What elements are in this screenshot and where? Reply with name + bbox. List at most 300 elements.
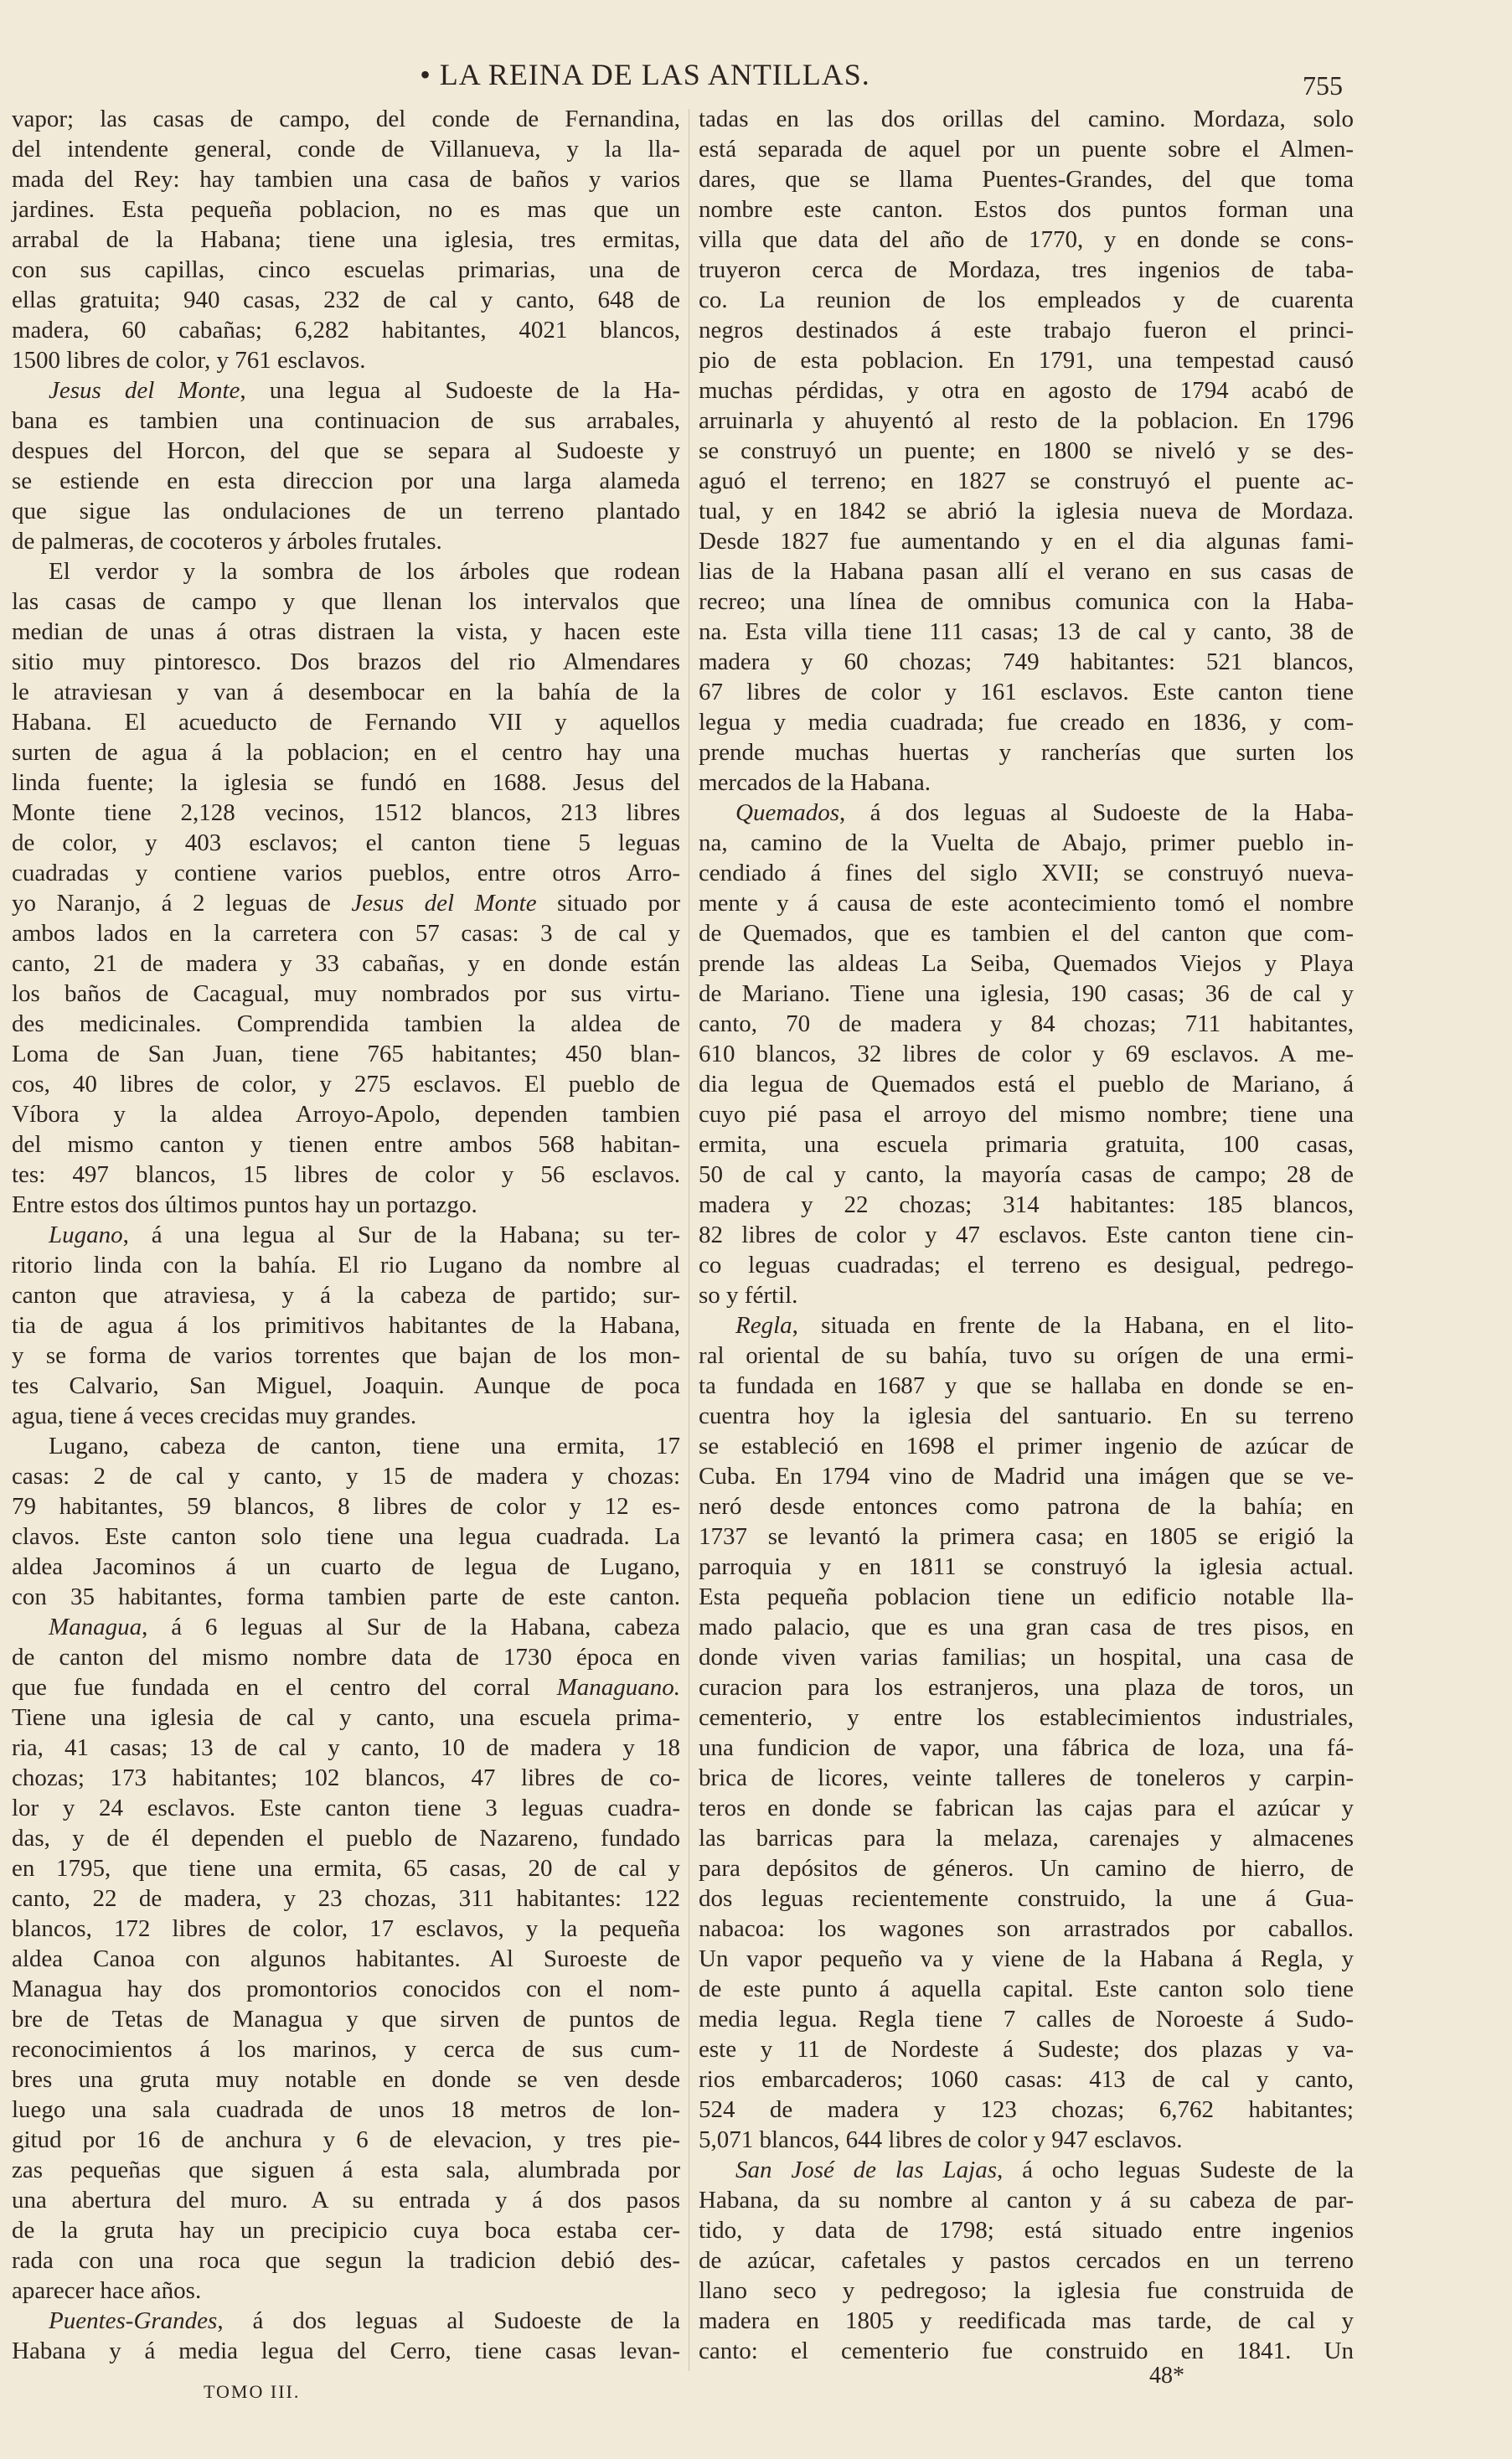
text-segment: y se forma de varios torrentes que bajan de los mon- <box>12 1342 680 1369</box>
text-line <box>699 1763 1354 1793</box>
text-segment: del mismo canton y tienen entre ambos 568 habitan- <box>12 1131 680 1158</box>
text-line <box>699 2004 1354 2034</box>
text-segment: , á una legua al Sur de la Habana; su ter- <box>122 1222 680 1248</box>
text-segment: Habana. El acueducto de Fernando VII y aquellos <box>12 709 680 736</box>
text-segment: del intendente general, conde de Villanueva, y la lla- <box>12 136 680 163</box>
text-segment: mado palacio, que es una gran casa de tres pisos, en <box>699 1614 1354 1640</box>
text-line <box>699 1431 1354 1461</box>
text-segment: curacion para los estranjeros, una plaza de toros, un <box>699 1674 1354 1701</box>
text-line <box>699 1491 1354 1521</box>
text-line <box>12 1491 680 1521</box>
text-line <box>12 1431 680 1461</box>
text-line <box>699 556 1354 586</box>
text-segment: madera y 22 chozas; 314 habitantes: 185 blancos, <box>699 1191 1354 1218</box>
text-segment: 79 habitantes, 59 blancos, 8 libres de color y 12 es- <box>12 1493 680 1520</box>
italic-place-name: Regla <box>735 1312 792 1339</box>
text-line <box>12 1974 680 2004</box>
text-line <box>12 285 680 315</box>
text-line <box>699 1823 1354 1853</box>
text-line <box>699 1733 1354 1763</box>
text-line <box>12 586 680 617</box>
text-line <box>699 1280 1354 1310</box>
text-line <box>12 1160 680 1190</box>
right-text-column <box>699 104 1354 2366</box>
text-line <box>12 1099 680 1129</box>
text-segment: Tiene una iglesia de cal y canto, una escuela prima- <box>12 1704 680 1731</box>
text-segment: 524 de madera y 123 chozas; 6,762 habitantes; <box>699 2096 1354 2123</box>
text-segment: tual, y en 1842 se abrió la iglesia nueva de Mordaza. <box>699 498 1354 524</box>
text-line <box>699 2155 1354 2185</box>
text-segment: tes: 497 blancos, 15 libres de color y 56 esclavos. <box>12 1161 680 1188</box>
text-line <box>699 134 1354 164</box>
text-segment: dia legua de Quemados está el pueblo de Mariano, á <box>699 1071 1354 1098</box>
text-segment: na. Esta villa tiene 111 casas; 13 de cal y canto, 38 de <box>699 618 1354 645</box>
text-segment: lor y 24 esclavos. Este canton tiene 3 leguas cuadra- <box>12 1795 680 1821</box>
text-segment: aldea Canoa con algunos habitantes. Al Suroeste de <box>12 1945 680 1972</box>
text-line <box>12 2245 680 2276</box>
text-segment: ambos lados en la carretera con 57 casas: 3 de cal y <box>12 920 680 947</box>
text-segment: está separada de aquel por un puente sobre el Almen- <box>699 136 1354 163</box>
text-segment: blancos, 172 libres de color, 17 esclavos, y la pequeña <box>12 1915 680 1942</box>
text-segment: arrabal de la Habana; tiene una iglesia, tres ermitas, <box>12 226 680 253</box>
text-line <box>699 707 1354 737</box>
text-segment: 610 blancos, 32 libres de color y 69 esclavos. A me- <box>699 1041 1354 1067</box>
text-line <box>12 1853 680 1883</box>
text-line <box>12 1310 680 1341</box>
text-segment: que sigue las ondulaciones de un terreno plantado <box>12 498 680 524</box>
text-line <box>699 918 1354 948</box>
text-line <box>12 255 680 285</box>
text-line <box>12 1220 680 1250</box>
text-segment: 67 libres de color y 161 esclavos. Este canton tiene <box>699 679 1354 705</box>
text-segment: rada con una roca que segun la tradicion debió des- <box>12 2247 680 2274</box>
text-line <box>699 194 1354 225</box>
text-line <box>12 798 680 828</box>
text-segment: , una legua al Sudoeste de la Ha- <box>240 377 680 404</box>
text-line <box>699 1190 1354 1220</box>
text-line <box>699 1552 1354 1582</box>
text-segment: ta fundada en 1687 y que se hallaba en donde se en- <box>699 1372 1354 1399</box>
text-line <box>12 436 680 466</box>
text-segment: casas: 2 de cal y canto, y 15 de madera y chozas: <box>12 1463 680 1490</box>
text-segment: , á dos leguas al Sudoeste de la Haba- <box>839 799 1354 826</box>
text-segment: cendiado á fines del siglo XVII; se construyó nueva- <box>699 860 1354 886</box>
text-segment: lias de la Habana pasan allí el verano en sus casas de <box>699 558 1354 585</box>
text-segment: 82 libres de color y 47 esclavos. Este canton tiene cin- <box>699 1222 1354 1248</box>
text-segment: brica de licores, veinte talleres de toneleros y carpin- <box>699 1764 1354 1791</box>
text-line <box>699 767 1354 798</box>
text-line <box>699 1250 1354 1280</box>
text-line <box>12 225 680 255</box>
text-line <box>12 737 680 767</box>
text-line <box>12 1461 680 1491</box>
text-line <box>12 888 680 918</box>
text-line <box>12 2336 680 2366</box>
text-segment: aldea Jacominos á un cuarto de legua de Lugano, <box>12 1553 680 1580</box>
text-segment: cementerio, y entre los establecimientos industriales, <box>699 1704 1354 1731</box>
text-segment: co. La reunion de los empleados y de cuarenta <box>699 287 1354 313</box>
text-segment: madera en 1805 y reedificada mas tarde, de cal y <box>699 2307 1354 2334</box>
text-line <box>12 556 680 586</box>
text-line <box>12 617 680 647</box>
text-segment: de Quemados, que es tambien el del canton que com- <box>699 920 1354 947</box>
text-segment: las barricas para la melaza, carenajes y almacenes <box>699 1825 1354 1852</box>
text-segment: sitio muy pintoresco. Dos brazos del rio Almendares <box>12 648 680 675</box>
text-segment: , situada en frente de la Habana, en el lito- <box>792 1312 1354 1339</box>
text-line <box>12 1129 680 1160</box>
text-line <box>12 948 680 979</box>
text-segment: jardines. Esta pequeña poblacion, no es mas que un <box>12 196 680 223</box>
text-line <box>699 979 1354 1009</box>
text-line <box>12 2306 680 2336</box>
text-line <box>12 1250 680 1280</box>
text-segment: zas pequeñas que siguen á esta sala, alumbrada por <box>12 2157 680 2183</box>
text-line <box>12 1371 680 1401</box>
text-segment: , á 6 leguas al Sur de la Habana, cabeza <box>142 1614 680 1640</box>
text-line <box>12 1672 680 1702</box>
text-segment: ral oriental de su bahía, tuvo su orígen de una ermi- <box>699 1342 1354 1369</box>
text-segment: canton que atraviesa, y á la cabeza de partido; sur- <box>12 1282 680 1309</box>
text-line <box>699 1371 1354 1401</box>
text-segment: surten de agua á la poblacion; en el centro hay una <box>12 739 680 766</box>
text-line <box>699 285 1354 315</box>
text-line <box>12 1552 680 1582</box>
text-line <box>699 2306 1354 2336</box>
text-segment: tes Calvario, San Miguel, Joaquin. Aunque de poca <box>12 1372 680 1399</box>
text-line <box>699 1883 1354 1914</box>
signature-mark: 48* <box>1149 2363 1184 2389</box>
text-segment: se construyó un puente; en 1800 se niveló y se des- <box>699 437 1354 464</box>
text-line <box>12 1702 680 1733</box>
text-line <box>699 1612 1354 1642</box>
italic-place-name: San José de las Lajas <box>735 2157 997 2183</box>
text-line <box>699 2185 1354 2215</box>
text-line <box>12 134 680 164</box>
text-segment: , á dos leguas al Sudoeste de la <box>217 2307 680 2334</box>
text-line <box>699 2095 1354 2125</box>
text-segment: canto, 22 de madera, y 23 chozas, 311 habitantes: 122 <box>12 1885 680 1912</box>
text-segment: linda fuente; la iglesia se fundó en 1688. Jesus del <box>12 769 680 796</box>
text-segment: mente y á causa de este acontecimiento tomó el nombre <box>699 890 1354 917</box>
text-segment: das, y de él dependen el pueblo de Nazareno, fundado <box>12 1825 680 1852</box>
text-line <box>699 164 1354 194</box>
text-line <box>12 1733 680 1763</box>
text-line <box>12 1341 680 1371</box>
text-line <box>12 2064 680 2095</box>
text-segment: una fundicion de vapor, una fábrica de loza, una fá- <box>699 1734 1354 1761</box>
text-segment: rios embarcaderos; 1060 casas: 413 de cal y canto, <box>699 2066 1354 2093</box>
text-segment: nabacoa: los wagones son arrastrados por caballos. <box>699 1915 1354 1942</box>
text-line <box>12 164 680 194</box>
text-segment: bres una gruta muy notable en donde se ven desde <box>12 2066 680 2093</box>
text-segment: Víbora y la aldea Arroyo-Apolo, dependen tambien <box>12 1101 680 1128</box>
text-segment: situado por <box>536 890 680 917</box>
text-segment: Entre estos dos últimos puntos hay un portazgo. <box>12 1191 477 1218</box>
text-segment: Habana y á media legua del Cerro, tiene casas levan- <box>12 2338 680 2364</box>
text-segment: villa que data del año de 1770, y en donde se cons- <box>699 226 1354 253</box>
text-segment: cos, 40 libres de color, y 275 esclavos. El pueblo de <box>12 1071 680 1098</box>
text-segment: co leguas cuadradas; el terreno es desigual, pedrego- <box>699 1252 1354 1279</box>
text-line <box>699 315 1354 345</box>
text-line <box>699 1974 1354 2004</box>
text-line <box>699 1914 1354 1944</box>
text-segment: median de unas á otras distraen la vista, y hacen este <box>12 618 680 645</box>
text-segment: de azúcar, cafetales y pastos cercados en un terreno <box>699 2247 1354 2274</box>
text-segment: madera, 60 cabañas; 6,282 habitantes, 4021 blancos, <box>12 317 680 344</box>
italic-place-name: Puentes-Grandes <box>49 2307 218 2334</box>
italic-place-name: Managua <box>49 1614 142 1640</box>
text-line <box>12 2125 680 2155</box>
text-segment: prende las aldeas La Seiba, Quemados Viejos y Playa <box>699 950 1354 977</box>
text-segment: llano seco y pedregoso; la iglesia fue construida de <box>699 2277 1354 2304</box>
text-segment: las casas de campo y que llenan los intervalos que <box>12 588 680 615</box>
text-line <box>699 1099 1354 1129</box>
text-segment: 1737 se levantó la primera casa; en 1805 se erigió la <box>699 1523 1354 1550</box>
text-line <box>699 1521 1354 1552</box>
text-segment: le atraviesan y van á desembocar en la bahía de la <box>12 679 680 705</box>
text-line <box>12 707 680 737</box>
italic-place-name: Quemados <box>735 799 840 826</box>
text-line <box>699 617 1354 647</box>
text-line <box>699 496 1354 526</box>
text-line <box>699 526 1354 556</box>
text-segment: de la gruta hay un precipicio cuya boca estaba cer- <box>12 2217 680 2244</box>
text-segment: gitud por 16 de anchura y 6 de elevacion, y tres pie- <box>12 2126 680 2153</box>
text-segment: truyeron cerca de Mordaza, tres ingenios de taba- <box>699 256 1354 283</box>
text-line <box>12 1069 680 1099</box>
text-segment: bre de Tetas de Managua y que sirven de puntos de <box>12 2006 680 2033</box>
text-line <box>12 375 680 406</box>
text-segment: yo Naranjo, á 2 leguas de <box>12 890 352 917</box>
text-line <box>12 1039 680 1069</box>
text-segment: bana es tambien una continuacion de sus arrabales, <box>12 407 680 434</box>
text-line <box>12 345 680 375</box>
text-segment: tido, y data de 1798; está situado entre ingenios <box>699 2217 1354 2244</box>
text-line <box>12 979 680 1009</box>
italic-place-name: Managuano. <box>556 1674 680 1701</box>
text-line <box>12 767 680 798</box>
text-line <box>699 375 1354 406</box>
text-line <box>12 104 680 134</box>
text-line <box>699 888 1354 918</box>
text-line <box>699 1160 1354 1190</box>
text-segment: media legua. Regla tiene 7 calles de Noroeste á Sudo- <box>699 2006 1354 2033</box>
text-line <box>12 406 680 436</box>
text-segment: cuyo pié pasa el arroyo del mismo nombre; tiene una <box>699 1101 1354 1128</box>
text-segment: se estableció en 1698 el primer ingenio de azúcar de <box>699 1433 1354 1459</box>
italic-place-name: Jesus del Monte <box>351 890 537 917</box>
text-segment: con sus capillas, cinco escuelas primarias, una de <box>12 256 680 283</box>
text-segment: luego una sala cuadrada de unos 18 metros de lon- <box>12 2096 680 2123</box>
text-line <box>12 1280 680 1310</box>
text-segment: parroquia y en 1811 se construyó la iglesia actual. <box>699 1553 1354 1580</box>
text-line <box>12 1763 680 1793</box>
text-segment: Managua hay dos promontorios conocidos con el nom- <box>12 1976 680 2002</box>
text-segment: donde viven varias familias; un hospital, una casa de <box>699 1644 1354 1671</box>
text-line <box>699 737 1354 767</box>
text-line <box>699 1582 1354 1612</box>
page-number: 755 <box>1303 70 1343 101</box>
text-segment: ermita, una escuela primaria gratuita, 100 casas, <box>699 1131 1354 1158</box>
text-line <box>12 2276 680 2306</box>
text-line <box>12 1944 680 1974</box>
text-line <box>699 798 1354 828</box>
text-line <box>12 2004 680 2034</box>
text-line <box>699 1853 1354 1883</box>
text-segment: de canton del mismo nombre data de 1730 época en <box>12 1644 680 1671</box>
text-line <box>699 2034 1354 2064</box>
text-segment: prende muchas huertas y rancherías que surten los <box>699 739 1354 766</box>
text-segment: Monte tiene 2,128 vecinos, 1512 blancos, 213 libres <box>12 799 680 826</box>
text-line <box>699 828 1354 858</box>
text-segment: canto: el cementerio fue construido en 1841. Un <box>699 2338 1354 2364</box>
text-line <box>699 1009 1354 1039</box>
text-segment: de Mariano. Tiene una iglesia, 190 casas; 36 de cal y <box>699 980 1354 1007</box>
text-line <box>699 1461 1354 1491</box>
volume-footer: TOMO III. <box>204 2381 301 2402</box>
text-segment: arruinarla y ahuyentó al resto de la poblacion. En 1796 <box>699 407 1354 434</box>
text-segment: , á ocho leguas Sudeste de la <box>997 2157 1355 2183</box>
text-segment: tadas en las dos orillas del camino. Mordaza, solo <box>699 106 1354 132</box>
text-segment: dares, que se llama Puentes-Grandes, del que toma <box>699 166 1354 193</box>
text-line <box>12 1883 680 1914</box>
text-segment: vapor; las casas de campo, del conde de Fernandina, <box>12 106 680 132</box>
text-line <box>12 1582 680 1612</box>
text-segment: ellas gratuita; 940 casas, 232 de cal y canto, 648 de <box>12 287 680 313</box>
text-line <box>699 406 1354 436</box>
text-segment: de palmeras, de cocoteros y árboles frutales. <box>12 528 442 555</box>
text-line <box>12 828 680 858</box>
text-segment: Esta pequeña poblacion tiene un edificio notable lla- <box>699 1583 1354 1610</box>
text-line <box>699 1341 1354 1371</box>
text-segment: en 1795, que tiene una ermita, 65 casas, 20 de cal y <box>12 1855 680 1882</box>
text-line <box>699 1702 1354 1733</box>
text-segment: 1500 libres de color, y 761 esclavos. <box>12 347 366 374</box>
text-segment: los baños de Cacagual, muy nombrados por sus virtu- <box>12 980 680 1007</box>
text-line <box>699 104 1354 134</box>
text-line <box>12 918 680 948</box>
text-line <box>12 1521 680 1552</box>
text-line <box>699 1039 1354 1069</box>
text-line <box>699 1220 1354 1250</box>
text-segment: reconocimientos á los marinos, y cerca de sus cum- <box>12 2036 680 2063</box>
text-line <box>699 1793 1354 1823</box>
text-segment: chozas; 173 habitantes; 102 blancos, 47 libres de co- <box>12 1764 680 1791</box>
text-segment: una abertura del muro. A su entrada y á dos pasos <box>12 2187 680 2214</box>
text-segment: mada del Rey: hay tambien una casa de baños y varios <box>12 166 680 193</box>
text-line <box>699 2064 1354 2095</box>
text-segment: Loma de San Juan, tiene 765 habitantes; 450 blan- <box>12 1041 680 1067</box>
text-line <box>699 2125 1354 2155</box>
text-line <box>699 948 1354 979</box>
text-segment: ria, 41 casas; 13 de cal y canto, 10 de madera y 18 <box>12 1734 680 1761</box>
text-segment: este y 11 de Nordeste á Sudeste; dos plazas y va- <box>699 2036 1354 2063</box>
text-segment: aguó el terreno; en 1827 se construyó el puente ac- <box>699 468 1354 494</box>
text-segment: se estiende en esta direccion por una larga alameda <box>12 468 680 494</box>
text-line <box>699 1672 1354 1702</box>
text-line <box>12 496 680 526</box>
text-line <box>12 1401 680 1431</box>
text-line <box>12 466 680 496</box>
text-segment: so y fértil. <box>699 1282 798 1309</box>
text-segment: aparecer hace años. <box>12 2277 202 2304</box>
text-line <box>699 345 1354 375</box>
text-segment: para depósitos de géneros. Un camino de hierro, de <box>699 1855 1354 1882</box>
text-line <box>12 1642 680 1672</box>
text-line <box>699 647 1354 677</box>
text-line <box>699 677 1354 707</box>
text-line <box>12 194 680 225</box>
text-segment: cuadradas y contiene varios pueblos, entre otros Arro- <box>12 860 680 886</box>
text-segment: Un vapor pequeño va y viene de la Habana á Regla, y <box>699 1945 1354 1972</box>
text-segment: de color, y 403 esclavos; el canton tiene 5 leguas <box>12 829 680 856</box>
text-segment: nombre este canton. Estos dos puntos forman una <box>699 196 1354 223</box>
text-segment: 5,071 blancos, 644 libres de color y 947 esclavos. <box>699 2126 1183 2153</box>
text-line <box>699 1069 1354 1099</box>
text-segment: clavos. Este canton solo tiene una legua cuadrada. La <box>12 1523 680 1550</box>
text-segment: de este punto á aquella capital. Este canton solo tiene <box>699 1976 1354 2002</box>
text-line <box>699 1642 1354 1672</box>
text-line <box>12 2034 680 2064</box>
text-segment: dos leguas recientemente construido, la une á Gua- <box>699 1885 1354 1912</box>
text-segment: na, camino de la Vuelta de Abajo, primer pueblo in- <box>699 829 1354 856</box>
text-line <box>699 2336 1354 2366</box>
text-line <box>699 2245 1354 2276</box>
text-line <box>12 677 680 707</box>
text-segment: pio de esta poblacion. En 1791, una tempestad causó <box>699 347 1354 374</box>
text-segment: canto, 70 de madera y 84 chozas; 711 habitantes, <box>699 1010 1354 1037</box>
text-segment: 50 de cal y canto, la mayoría casas de campo; 28 de <box>699 1161 1354 1188</box>
text-line <box>699 858 1354 888</box>
text-line <box>12 1612 680 1642</box>
text-line <box>12 858 680 888</box>
text-line <box>12 526 680 556</box>
left-text-column <box>12 104 680 2366</box>
text-segment: neró desde entonces como patrona de la bahía; en <box>699 1493 1354 1520</box>
text-line <box>12 315 680 345</box>
text-line <box>699 1944 1354 1974</box>
text-line <box>12 2215 680 2245</box>
text-segment: negros destinados á este trabajo fueron el princi- <box>699 317 1354 344</box>
text-line <box>699 436 1354 466</box>
text-segment: que fue fundada en el centro del corral <box>12 1674 557 1701</box>
text-segment: con 35 habitantes, forma tambien parte de este canton. <box>12 1583 680 1610</box>
text-segment: des medicinales. Comprendida tambien la aldea de <box>12 1010 680 1037</box>
text-line <box>12 1190 680 1220</box>
text-line <box>699 1129 1354 1160</box>
text-segment: Cuba. En 1794 vino de Madrid una imágen que se ve- <box>699 1463 1354 1490</box>
text-line <box>12 1914 680 1944</box>
text-segment: agua, tiene á veces crecidas muy grandes. <box>12 1403 417 1429</box>
text-segment: legua y media cuadrada; fue creado en 1836, y com- <box>699 709 1354 736</box>
text-segment: teros en donde se fabrican las cajas para el azúcar y <box>699 1795 1354 1821</box>
text-line <box>12 2155 680 2185</box>
text-segment: cuentra hoy la iglesia del santuario. En su terreno <box>699 1403 1354 1429</box>
text-segment: tia de agua á los primitivos habitantes de la Habana, <box>12 1312 680 1339</box>
italic-place-name: Lugano <box>49 1222 123 1248</box>
text-line <box>699 225 1354 255</box>
text-segment: Lugano, cabeza de canton, tiene una ermita, 17 <box>49 1433 680 1459</box>
text-line <box>12 2185 680 2215</box>
text-line <box>699 2215 1354 2245</box>
text-segment: despues del Horcon, del que se separa al Sudoeste y <box>12 437 680 464</box>
text-line <box>699 1401 1354 1431</box>
text-line <box>699 2276 1354 2306</box>
text-segment: mercados de la Habana. <box>699 769 931 796</box>
text-line <box>12 1823 680 1853</box>
text-line <box>12 2095 680 2125</box>
text-segment: muchas pérdidas, y otra en agosto de 1794 acabó de <box>699 377 1354 404</box>
